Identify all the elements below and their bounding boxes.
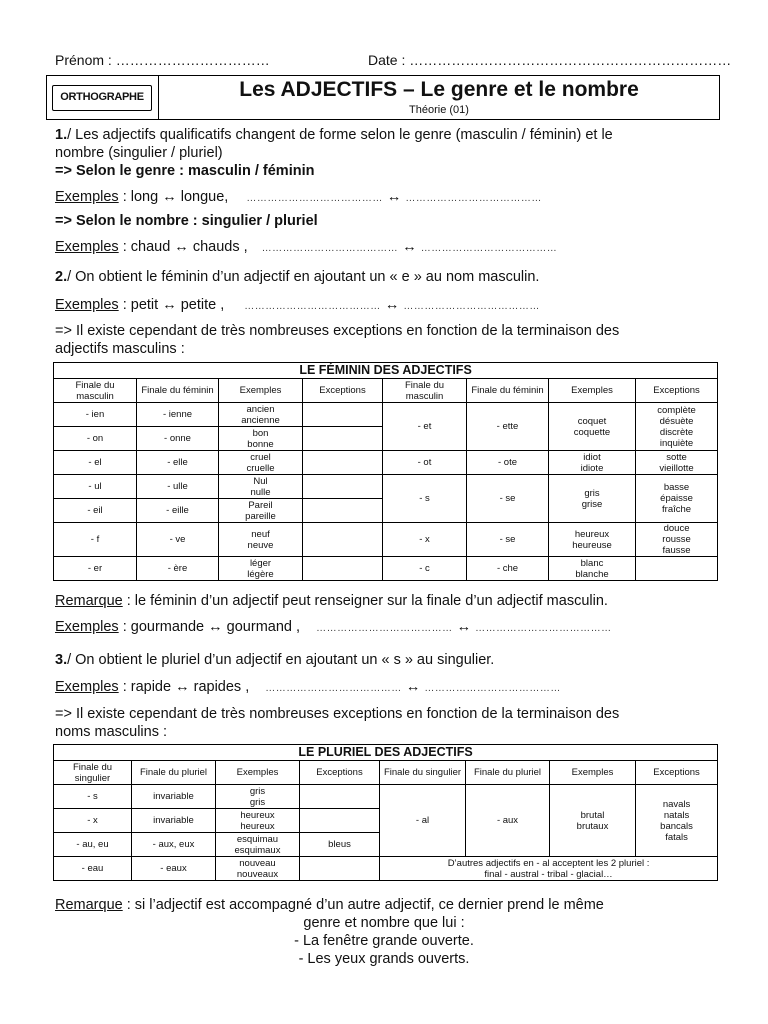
table-cell: cruel cruelle <box>219 451 303 475</box>
col-header: Finale du masculin <box>383 379 467 403</box>
s1-example-genre: Exemples : long ↔ longue, ………………………………… ↔ ………………………………… <box>55 189 542 205</box>
logo-cell <box>47 76 159 119</box>
table-cell: - ote <box>467 451 549 475</box>
exception-cell <box>300 785 380 809</box>
col-header: Finale du féminin <box>467 379 549 403</box>
table-cell: - ul <box>54 475 137 499</box>
col-header: Finale du féminin <box>137 379 219 403</box>
table-cell: - c <box>383 557 467 581</box>
table-cell: - s <box>54 785 132 809</box>
table-cell: - se <box>467 475 549 523</box>
table-cell: - ère <box>137 557 219 581</box>
s1-example-nombre: Exemples : chaud ↔ chauds , ………………………………… ↔ ………………………………… <box>55 239 558 255</box>
table-cell: ancien ancienne <box>219 403 303 427</box>
table-cell: - au, eu <box>54 833 132 857</box>
table-cell: - er <box>54 557 137 581</box>
table-cell: bon bonne <box>219 427 303 451</box>
table-cell: gris gris <box>216 785 300 809</box>
exception-cell <box>303 499 383 523</box>
name-date-row <box>55 52 732 68</box>
page-title: Les ADJECTIFS – Le genre et le nombre <box>239 78 639 101</box>
col-header: Exemples <box>550 761 636 785</box>
blank-field[interactable]: ………………………………… <box>420 243 558 254</box>
table-cell: - aux, eux <box>132 833 216 857</box>
table-cell: - elle <box>137 451 219 475</box>
blank-field[interactable]: ………………………………… <box>405 193 542 204</box>
table-cell: - al <box>380 785 466 857</box>
s2-exceptions-a: => Il existe cependant de très nombreuses exceptions en fonction de la terminaison des <box>55 323 620 339</box>
exception-cell: navals natals bancals fatals <box>636 785 718 857</box>
col-header: Exceptions <box>636 761 718 785</box>
col-header: Exemples <box>216 761 300 785</box>
title-box <box>46 75 720 120</box>
pluriel-table-caption: LE PLURIEL DES ADJECTIFS <box>54 745 718 761</box>
s3-intro: 3./ On obtient le pluriel d’un adjectif en ajoutant un « s » au singulier. <box>55 652 495 668</box>
s2-example: Exemples : petit ↔ petite , ………………………………… ↔ ………………………………… <box>55 297 540 313</box>
date-label: Date : <box>368 52 406 68</box>
remarque-2-b: genre et nombre que lui : <box>303 915 465 931</box>
table-cell: invariable <box>132 785 216 809</box>
table-cell: - f <box>54 523 137 557</box>
exception-cell: douce rousse fausse <box>636 523 718 557</box>
s1-genre-heading: => Selon le genre : masculin / féminin <box>55 163 315 179</box>
s2-intro: 2./ On obtient le féminin d’un adjectif en ajoutant un « e » au nom masculin. <box>55 269 540 285</box>
col-header: Finale du pluriel <box>466 761 550 785</box>
feminin-table <box>53 362 718 581</box>
s3-example: Exemples : rapide ↔ rapides , ………………………………… ↔ ………………………………… <box>55 679 561 695</box>
table-cell: - et <box>383 403 467 451</box>
table-cell: idiot idiote <box>549 451 636 475</box>
table-cell: gris grise <box>549 475 636 523</box>
table-cell: brutal brutaux <box>550 785 636 857</box>
date-field[interactable]: …………………………………………………………… <box>409 52 732 68</box>
table-cell: - eau <box>54 857 132 881</box>
exception-cell <box>300 857 380 881</box>
exception-cell <box>303 403 383 427</box>
exception-cell <box>303 475 383 499</box>
table-cell: - onne <box>137 427 219 451</box>
table-note: D’autres adjectifs en - al acceptent les 2 pluriel : final - austral - tribal - glacial… <box>380 857 718 881</box>
s3-exceptions-a: => Il existe cependant de très nombreuses exceptions en fonction de la terminaison des <box>55 706 620 722</box>
table-cell: - el <box>54 451 137 475</box>
pluriel-table <box>53 744 718 881</box>
s1-nombre-heading: => Selon le nombre : singulier / pluriel <box>55 213 318 229</box>
exception-cell: sotte vieillotte <box>636 451 718 475</box>
s3-exceptions-b: noms masculins : <box>55 724 168 740</box>
table-cell: - ette <box>467 403 549 451</box>
remarque-2-a: Remarque : si l’adjectif est accompagné d’un autre adjectif, ce dernier prend le même <box>55 897 604 913</box>
exception-cell <box>303 557 383 581</box>
col-header: Finale du singulier <box>380 761 466 785</box>
orthographe-logo: ORTHOGRAPHE <box>52 85 152 111</box>
blank-field[interactable]: ………………………………… <box>261 243 399 254</box>
table-cell: - eaux <box>132 857 216 881</box>
table-cell: - ve <box>137 523 219 557</box>
s1-intro-a: 1./ Les adjectifs qualificatifs changent de forme selon le genre (masculin / féminin) et le <box>55 127 613 143</box>
blank-field[interactable]: ………………………………… <box>244 301 381 312</box>
col-header: Exceptions <box>303 379 383 403</box>
table-cell: - eil <box>54 499 137 523</box>
blank-field[interactable]: ………………………………… <box>265 683 402 694</box>
table-cell: coquet coquette <box>549 403 636 451</box>
table-cell: - che <box>467 557 549 581</box>
exception-cell: basse épaisse fraîche <box>636 475 718 523</box>
blank-field[interactable]: ………………………………… <box>424 683 561 694</box>
prenom-field[interactable]: …………………………… <box>115 52 270 68</box>
exception-cell <box>303 427 383 451</box>
col-header: Exceptions <box>300 761 380 785</box>
exception-cell <box>303 523 383 557</box>
table-cell: invariable <box>132 809 216 833</box>
table-cell: nouveau nouveaux <box>216 857 300 881</box>
col-header: Finale du pluriel <box>132 761 216 785</box>
s1-intro-b: nombre (singulier / pluriel) <box>55 145 223 161</box>
blank-field[interactable]: ………………………………… <box>403 301 540 312</box>
col-header: Finale du masculin <box>54 379 137 403</box>
table-cell: - eille <box>137 499 219 523</box>
s2-exceptions-b: adjectifs masculins : <box>55 341 185 357</box>
col-header: Exceptions <box>636 379 718 403</box>
col-header: Exemples <box>219 379 303 403</box>
col-header: Exemples <box>549 379 636 403</box>
feminin-table-caption: LE FÉMININ DES ADJECTIFS <box>54 363 718 379</box>
blank-field[interactable]: ………………………………… <box>246 193 383 204</box>
table-cell: - ulle <box>137 475 219 499</box>
table-cell: esquimau esquimaux <box>216 833 300 857</box>
table-cell: - s <box>383 475 467 523</box>
table-cell: neuf neuve <box>219 523 303 557</box>
table-cell: - ot <box>383 451 467 475</box>
remarque-1-example: Exemples : gourmande ↔ gourmand , ………………………………… ↔ ………………………………… <box>55 619 612 635</box>
col-header: Finale du singulier <box>54 761 132 785</box>
remarque-1: Remarque : le féminin d’un adjectif peut renseigner sur la finale d’un adjectif masculin. <box>55 593 608 609</box>
table-cell: heureux heureuse <box>549 523 636 557</box>
blank-field[interactable]: ………………………………… <box>316 623 453 634</box>
table-cell: - ien <box>54 403 137 427</box>
table-cell: Pareil pareille <box>219 499 303 523</box>
table-cell: - ienne <box>137 403 219 427</box>
table-cell: blanc blanche <box>549 557 636 581</box>
blank-field[interactable]: ………………………………… <box>475 623 612 634</box>
table-cell: - aux <box>466 785 550 857</box>
table-cell: - x <box>54 809 132 833</box>
exception-cell <box>300 809 380 833</box>
table-cell: heureux heureux <box>216 809 300 833</box>
exception-cell: complète désuète discrète inquiète <box>636 403 718 451</box>
table-cell: - on <box>54 427 137 451</box>
page-subtitle: Théorie (01) <box>409 104 469 116</box>
exception-cell <box>636 557 718 581</box>
table-cell: - x <box>383 523 467 557</box>
table-cell: Nul nulle <box>219 475 303 499</box>
table-cell: - se <box>467 523 549 557</box>
exception-cell <box>303 451 383 475</box>
prenom-label: Prénom : <box>55 52 112 68</box>
remarque-2-example-1: - La fenêtre grande ouverte. <box>294 933 474 949</box>
table-cell: léger légère <box>219 557 303 581</box>
remarque-2-example-2: - Les yeux grands ouverts. <box>298 951 470 967</box>
exception-cell: bleus <box>300 833 380 857</box>
